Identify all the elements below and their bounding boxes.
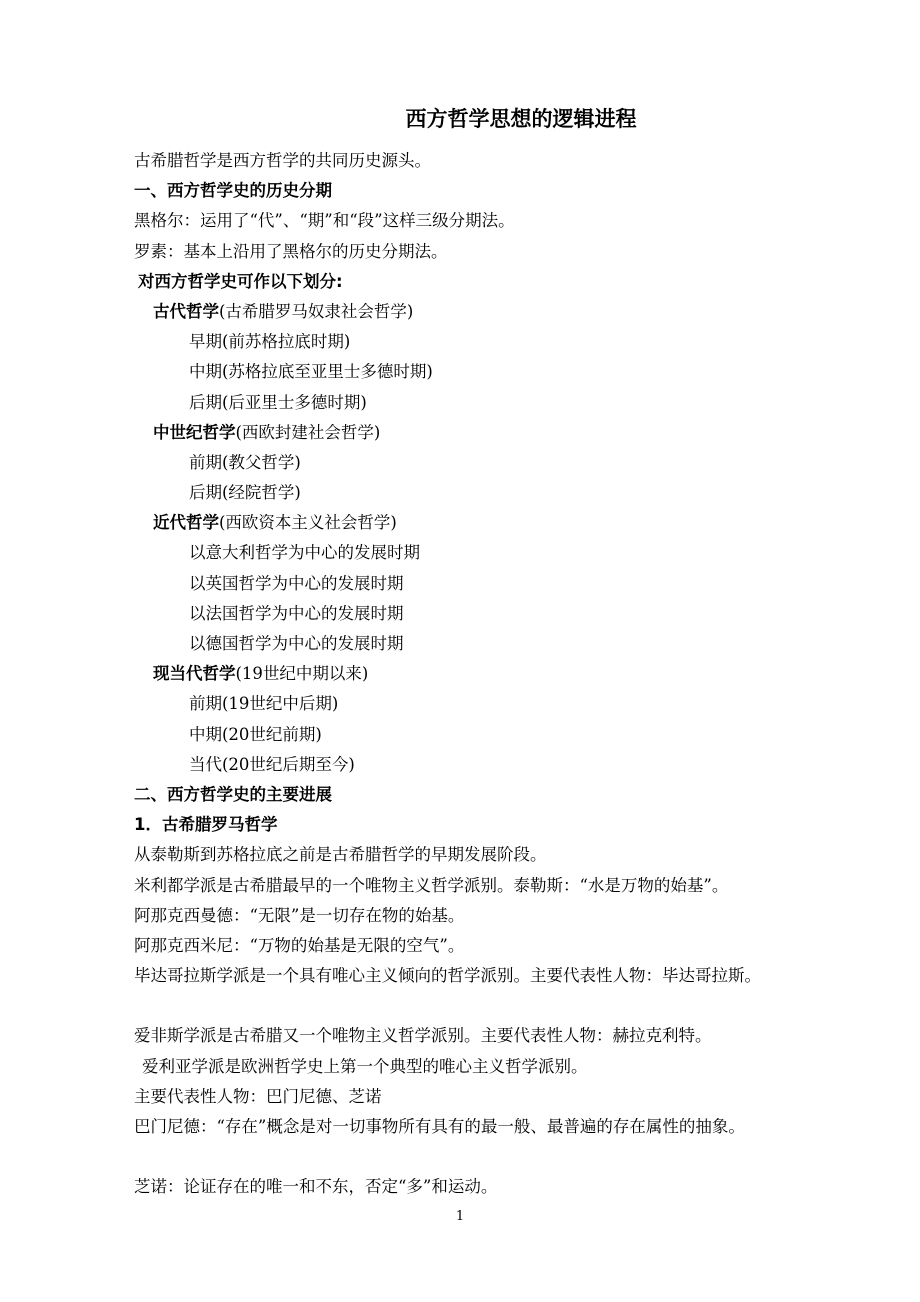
period-item: 中期(苏格拉底至亚里士多德时期) [189, 362, 433, 382]
period-item: 前期(教父哲学) [189, 452, 301, 472]
paragraph: 主要代表性人物：巴门尼德、芝诺 [134, 1086, 382, 1106]
page-number: 1 [455, 1209, 465, 1224]
era-desc: (19世纪中期以来) [235, 664, 369, 684]
paragraph: 从泰勒斯到苏格拉底之前是古希腊哲学的早期发展阶段。 [134, 845, 547, 865]
paragraph: 巴门尼德：“存在”概念是对一切事物所有具有的最一般、最普遍的存在属性的抽象。 [134, 1117, 745, 1136]
document-title: 西方哲学思想的逻辑进程 [405, 107, 637, 131]
period-item: 后期(经院哲学) [189, 483, 301, 503]
hegel-paragraph: 黑格尔：运用了“代”、“期”和“段”这样三级分期法。 [134, 211, 515, 231]
era-medieval [134, 418, 834, 448]
period-item: 当代(20世纪后期至今) [189, 754, 355, 774]
paragraph: 芝诺：论证存在的唯一和不东，否定“多”和运动。 [134, 1177, 498, 1197]
division-heading: 对西方哲学史可作以下划分: [138, 271, 343, 291]
paragraph: 米利都学派是古希腊最早的一个唯物主义哲学派别。泰勒斯：“水是万物的始基”。 [134, 875, 729, 895]
period-item: 中期(20世纪前期) [189, 724, 322, 744]
era-name: 中世纪哲学 [153, 422, 236, 442]
paragraph: 阿那克西曼德：“无限”是一切存在物的始基。 [134, 905, 465, 925]
era-contemporary [134, 659, 834, 689]
period-item: 后期(后亚里士多德时期) [189, 392, 367, 412]
era-name: 近代哲学 [153, 513, 219, 533]
era-name: 现当代哲学 [153, 664, 236, 684]
section-2-heading: 二、西方哲学史的主要进展 [134, 784, 332, 804]
era-ancient [134, 297, 834, 327]
blank-line [134, 991, 834, 1021]
era-modern [134, 508, 834, 538]
paragraph: 爱利亚学派是欧洲哲学史上第一个典型的唯心主义哲学派别。 [142, 1056, 588, 1076]
era-desc: (西欧资本主义社会哲学) [219, 513, 397, 533]
blank-line [134, 1142, 834, 1172]
period-item: 以英国哲学为中心的发展时期 [189, 573, 404, 593]
intro-paragraph: 古希腊哲学是西方哲学的共同历史源头。 [134, 151, 431, 170]
section-2-subheading: 1．古希腊罗马哲学 [134, 815, 278, 835]
era-desc: (西欧封建社会哲学) [235, 422, 381, 442]
period-item: 早期(前苏格拉底时期) [189, 332, 351, 352]
russell-paragraph: 罗素：基本上沿用了黑格尔的历史分期法。 [134, 241, 448, 261]
paragraph: 毕达哥拉斯学派是一个具有唯心主义倾向的哲学派别。主要代表性人物：毕达哥拉斯。 [134, 966, 761, 986]
paragraph: 爱非斯学派是古希腊又一个唯物主义哲学派别。主要代表性人物：赫拉克利特。 [134, 1026, 712, 1046]
era-name: 古代哲学 [153, 301, 219, 321]
period-item: 前期(19世纪中后期) [189, 694, 339, 714]
paragraph: 阿那克西米尼：“万物的始基是无限的空气”。 [134, 935, 465, 955]
period-item: 以德国哲学为中心的发展时期 [189, 634, 404, 653]
era-desc: (古希腊罗马奴隶社会哲学) [219, 301, 414, 321]
document-body [134, 146, 834, 1203]
section-1-heading: 一、西方哲学史的历史分期 [134, 181, 332, 201]
period-item: 以意大利哲学为中心的发展时期 [189, 543, 420, 563]
period-item: 以法国哲学为中心的发展时期 [189, 603, 404, 623]
